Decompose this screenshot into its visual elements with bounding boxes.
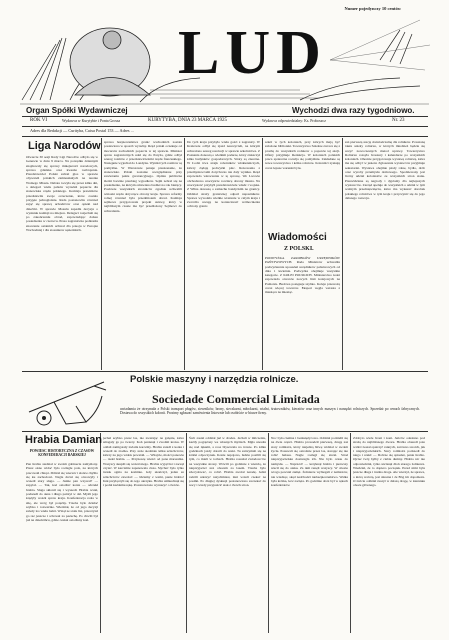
column-4-lower-text: PODWYŻKA ZAROBKÓW URZĘDNIKÓW PAŃSTWOWYCH. Rada Ministrów uchwaliła podwyższenie uposażeń urzędników państwowych od dnia 1 kwietnia. Podwyżka obejmuje wszystkie kategorie. Z KOLEI POLSKICH. Ministerstwo kolei zapowiada otwarcie nowych linii kolejowych na Pomorzu. Budowa postępuje szybko. Koleje przewożą coraz więcej towarów. Eksport węgla wzrasta z miesiąca na miesiąc. xyxy=(265,256,340,295)
ad-line-2: Sociedade Commercial Limitada xyxy=(152,392,320,406)
column-4-text: szkół w tych koloniach, przy których mają być założone biblioteki. Towarzystwo Szkolne zwraca się z prośbą do wszystkich rodaków o poparcie tej akcji. Ofiary przyjmuje Redakcja. W koloniach polskich praca społeczna rozwija się pomyślnie. Zakładane są nowe towarzystwa i kółka rolnicze. Koloniści zyskują coraz lepsze warunki bytu. xyxy=(265,140,340,170)
wiadomosci-subtitle: Z POLSKI. xyxy=(284,246,314,252)
lower-column-4-text: Noc była ciemna i bezksiężycowa. Oddział podzielił się na dwie części. Hrabia prowadził pierwszą, drugą zaś stary rotmistrz, który niejedną bitwę widział w swoim życiu. Posuwali się ostrożnie przez las, starając się nie robić hałasu. Nagle rozległ się strzał. Straż nieprzyjacielska dostrzegła ich. Nie było czasu do namysłu. — Naprzód! — krzyknął hrabia i pierwszy rzucił się do ataku. Za nim runęli wszyscy. W obozie wroga powstał zamęt. Żołnierze wybiegali z namiotów, nie wiedząc, skąd nadchodzi niebezpieczeństwo. Walka była krótka, lecz zacięta. Po godzinie obóz był w rękach konfederatów. xyxy=(271,436,348,488)
column-3-text: Do tych kraju przybyło wielu gości z zagranicy. W Krakowie odbył się zjazd nauczycieli, na którym uchwalono szereg rezolucji w sprawie szkolnictwa. Z Poznania donoszą o wielkim pożarze, który zniszczył kilka budynków gospodarczych. Straty są znaczne. W Łodzi trwa strajk robotników włókienniczych, którzy żądają podwyżki płac. Rokowania z przemysłowcami dotychczas nie dały wyniku. Rząd zapowiada wkroczenie w tę sprawę. We Lwowie obchodzono uroczyście rocznicę obrony miasta. Na uroczystość przybyli przedstawiciele władz i wojska. Z Wilna donoszą o zamachu bandyckim na granicy. Oddział straży granicznej odparł napastników. Sprawa wywołała wielkie wrażenie w całym kraju i zwróciła uwagę na konieczność wzmocnienia ochrony granic. xyxy=(187,140,260,209)
serial-text: Pan hrabia siedział w swoim gabinecie zamyślony. Przez okno widać było rozległe pola, na których pracowali chłopi. Zbliżał się wieczór i słońce chyliło się ku zachodowi. Nagle drzwi się otworzyły i wszedł stary sługa. — Jaśnie pan wzywał? — zapytał. — Tak, każ osiodłać konia — odrzekł hrabia. Sługa skłonił się i wyszedł. Hrabia wstał, podszedł do okna i długo patrzył w dal. Myśli jego krążyły wokół spraw kraju. Konfederacja rosła w siłę, ale wróg był potężny. Trzeba było działać szybko i rozważnie. Wiedział, że od jego decyzji zależy los wielu ludzi. Wziął ze stołu list, przeczytał go raz jeszcze i schował za pazuchę. Po chwili był już na dziedzińcu, gdzie czekał osiodłany koń. xyxy=(26,462,98,522)
column-5-text: zaś pierwszą stacją doświadczalną dla rolników. Powstaną także szkoły rolnicze, w których młodzież będzie się uczyć nowoczesnych metod uprawy. Towarzystwo Rolnicze rozsyła broszury i kalendarze po wszystkich koloniach. Obecnie przygotowuje wystawę rolniczą, która ma się odbyć w jesieni. Zgłoszenia wystawców przyjmuje sekretariat. Wystawa obejmie płody rolne, bydło, drób oraz wyroby przemysłu domowego. Spodziewany jest liczny udział kolonistów ze wszystkich stron stanu. Przewidziane są nagrody i dyplomy dla najlepszych wystawców. Zarząd apeluje do wszystkich o udział w tym ważnym przedsięwzięciu, które ma wykazać dorobek polskiego rolnictwa w tym kraju i przyczynić się do jego dalszego rozwoju. xyxy=(345,140,425,200)
left-note: Wydawca w Kurytybie i Ponta Grossa xyxy=(62,119,121,123)
column-2-text: sprawa bezpieczeństwa granic wschodnich została postawiona w sposób wyraźny. Rząd polski oczekuje od mocarstw zachodnich poparcia w tej sprawie. Minister spraw zagranicznych udał się do Paryża, gdzie odbył szereg rozmów z przedstawicielami rządu francuskiego. Następnie wyjechał do Londynu. Wyniki tych rozmów są pomyślne. W Warszawie panuje przekonanie, że stanowisko Polski zostanie uwzględnione przy zawieraniu paktu gwarancyjnego. Opinia publiczna śledzi bacznie przebieg wypadków. Sejm zebrał się na posiedzenie, na którym omawiano budżet na rok bieżący. Posłowie wszystkich stronnictw zgodnie uchwalili wnioski rządu dotyczące obrony kraju. Sprawa reformy rolnej również była przedmiotem obrad. Komisja sejmowa przygotowała projekt ustawy, który w najbliższym czasie ma być przedłożony Sejmowi do uchwalenia. xyxy=(104,140,182,213)
column-1-text: Otwarcie 30 sesji Rady Ligi Narodów odbyło się w Genewie w dniu 9 marca. Na porządku dziennym znajdowały się sprawy mniejszości narodowych, sprawa gdańska oraz kwestie rozbrojenia. Przedstawiciel Polski zabrał głos w sprawie obywateli polskich zamieszkałych na terenie Wolnego Miasta. Debata toczyła się przez kilka dni, a delegaci wielu państw wyrażali poparcie dla stanowiska rządu polskiego. Komisja prawników przedstawiła swoje orzeczenie, które zostało przyjęte jednogłośnie. Rada postanowiła również zająć się sprawą uchodźców oraz opieki nad dziećmi. W sprawie Mosulu zapadła decyzja o wysłaniu komisji na miejsce. Delegaci rozjechali się po zakończeniu obrad, zapowiadając dalsze posiedzenia w czerwcu. Prasa zagraniczna podkreśla znaczenie ostatnich uchwał dla pokoju w Europie Wschodniej i dla stosunków sąsiedzkich. xyxy=(26,155,98,233)
place-date: KURYTYBA, DNIA 23 MARCA 1925 xyxy=(148,118,228,123)
lower-column-3-text: Świt zastał oddział już w drodze. Jechali w milczeniu, każdy pogrążony we własnych myślach. Mgła unosiła się nad łąkami, a rosa błyszczała na trawie. Po kilku godzinach jazdy dotarli do rzeki. Tu zatrzymali się na krótki odpoczynek. Konie napojono, ludzie posilili się tym, co mieli w torbach. Hrabia rozesłał zwiadowców na wszystkie strony. Wrócili po godzinie z wieścią, że nieprzyjaciel stoi obozem za lasem. Trzeba było zdecydować, co robić. Hrabia zwołał naradę. Jedni radzili uderzyć natychmiast, inni woleli czekać na posiłki. Po długiej dyskusji postanowiono zaczekać do nocy i wtedy przypuścić atak z dwóch stron. xyxy=(189,436,266,488)
serial-subtitle: POWIEŚĆ HISTORYCZNA Z CZASÓW KONFEDERACJI BARSKIEJ xyxy=(29,449,95,458)
liga-title: Liga Narodów xyxy=(28,140,101,152)
issue-number: Nr. 23 xyxy=(392,118,405,123)
volume: ROK VI xyxy=(30,118,47,123)
price-note: Numer pojedynczy 10 centów xyxy=(344,6,401,11)
address-line: Adres dla Redakcji — Curityba, Caixa Postal 153 — Adres ... xyxy=(30,128,134,133)
serial-title: Hrabia Damian xyxy=(25,434,103,446)
plow-illustration xyxy=(24,372,114,432)
masthead-organ: Organ Spółki Wydawniczej xyxy=(26,106,128,115)
ad-body: uwiadamia że otrzymała z Polski transport pługów, siewników, brony, sieczkarni, młockarni, wialni, śrutowników, kieratów oraz innych maszyn i narzędzi rolniczych. Sprzedaż po cenach fabrycznych. Dostawa do wszystkich kolonii. Prosimy zgłaszać zamówienia listownie lub osobiście w biurze firmy. xyxy=(120,407,420,416)
right-note: Wydawca odpowiedzialny: Ks. Proboszcz xyxy=(262,119,326,123)
masthead-title: LUD xyxy=(178,19,327,87)
wiadomosci-title: Wiadomości xyxy=(268,232,327,243)
ad-line-1: Polskie maszyny i narzędzia rolnicze. xyxy=(130,374,299,385)
masthead-motto: Wychodzi dwa razy tygodniowo. xyxy=(292,106,415,115)
lower-column-2-text: jechał szybko przez las, nie zważając na gałęzie, które smagały go po twarzy. Koń parsknął i zwolnił kroku. W oddali zamigotały światła karczmy. Hrabia zsiadł z konia i wszedł do środka. Przy stole siedziało kilku szlachciców, którzy na jego widok powstali. — Witajcie, mości panowie — rzekł hrabia. — Przynoszę wieści od pana marszałka. Wszyscy skupili się wokół niego. Hrabia wyjął list i zaczął czytać. W karczmie zapanowała cisza. Słychać było tylko trzask ognia na kominie. Gdy skończył, jeden ze szlachciców zawołał: — Idziemy z wami, panie hrabio! Inni przyłączyli się do tego okrzyku. Hrabia uśmiechnął się i podał każdemu rękę. Postanowiono wyruszyć o świcie. xyxy=(103,436,184,488)
lower-column-5-text: Zdobyto wiele broni i koni. Jeńców odesłano pod strażą do najbliższego dworu. Hrabia obszedł pole walki i kazał opatrzyć rannych, zarówno swoich, jak i nieprzyjacielskich. Stary rotmistrz podszedł do niego i rzekł: — Dobrze się spisałeś, panie hrabio. Ojciec twój byłby z ciebie dumny. Hrabia nic nie odpowiedział, tylko uścisnął dłoń starego żołnierza. Wiedział, że to dopiero początek. Przed nimi była jeszcze długa i trudna droga. Ale wierzył, że sprawa, o którą walczą, jest słuszna i że Bóg im dopomoże. O świcie oddział ruszył w dalszą drogę, w kierunku obozu głównego. xyxy=(353,436,425,488)
